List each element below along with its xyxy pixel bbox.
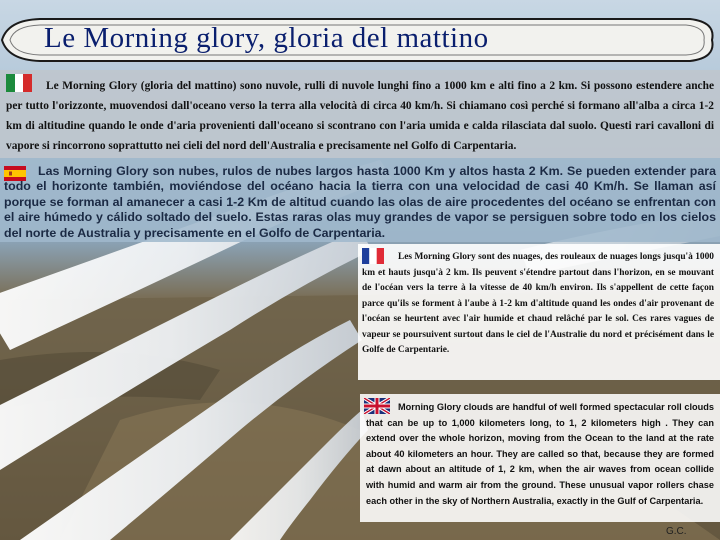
- italian-paragraph: [6, 76, 714, 156]
- italian-text: Le Morning Glory (gloria del mattino) sono nuvole, rulli di nuvole lunghi fino a 1000 km e alti fino a 2 km. Si possono estendere anche per tutto l'orizzonte, muovendosi dall'oceano verso la terra alla velocità di circa 40 km/h. Si chiamano così perché si formano all'alba a circa 1-2 km di altitudine quando le onde d'aria provenienti dall'oceano si scontrano con l'aria umida e calda rilasciata dal suolo. Questi rari cavalloni di vapore si rincorrono soprattutto nei cieli del nord dell'Australia e precisamente nel Golfo di Carpentaria.: [6, 80, 714, 152]
- page-title: Le Morning glory, gloria del mattino: [44, 22, 489, 54]
- english-paragraph: [366, 400, 714, 509]
- french-text: Les Morning Glory sont des nuages, des rouleaux de nuages longs jusqu'à 1000 km et hauts jusqu'à 2 km. Ils peuvent s'étendre partout dans l'horizon, en se mouvant de l'océan vers la terre à la vitesse de 40 km/h environ. Ils s'appellent de cette façon parce qu'ils se forment à l'aube à 1-2 km d'altitude quand les ondes d'air provenant de l'océan se heurtent avec l'air humide et chaud relâché par le sol. Ces rares vagues de vapeur se poursuivent surtout dans le ciel de l'Australie du nord et précisément dans le Golfe de Carpentarie.: [362, 252, 714, 355]
- english-text: Morning Glory clouds are handful of well formed spectacular roll clouds that can be up to 1,000 kilometers long, to 1, 2 kilometers high . They can extend over the whole horizon, moving from the Ocean to the land at the rate about 40 kilometers an hour. They are called so that, because they are formed at dawn about an altitude of 1, 2 km, when the air waves from ocean collide with humid and warm air from the ground. These unusual vapor rollers chase each other in the sky of Northern Australia, exactly in the Gulf of Carpentaria.: [366, 402, 714, 506]
- author-signature: G.C.: [666, 526, 687, 537]
- french-paragraph: [362, 250, 714, 359]
- spanish-paragraph: [4, 164, 716, 241]
- spanish-text: Las Morning Glory son nubes, rulos de nubes largos hasta 1000 Km y altos hasta 2 Km. Se pueden extender para todo el horizonte también, moviéndose del océano hacia la tierra con una velocidad de casi 40 Km/h. Se llaman así porque se forman al amanecer a casi 1-2 Km de altitud cuando las olas de aire procedentes del océano se enfrentan con el aire húmedo y cálido soltado del suelo. Estas raras olas muy grandes de vapor se persiguen sobre todo en los cielos del norte de Australia y precisamente en el Golfo de Carpentaria.: [4, 164, 716, 240]
